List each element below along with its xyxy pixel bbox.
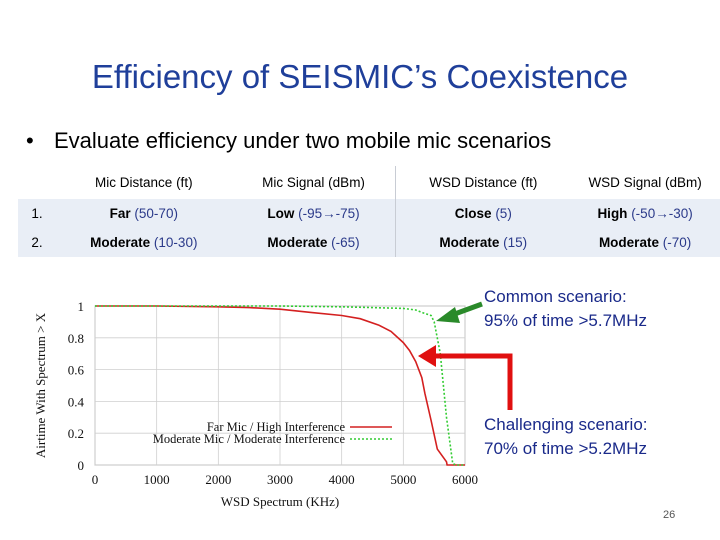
y-axis-label: Airtime With Spectrum > X: [33, 312, 48, 459]
x-tick-label: 2000: [205, 472, 232, 487]
common-scenario-note: [484, 285, 647, 333]
x-tick-label: 3000: [267, 472, 293, 487]
header-cell: Mic Signal (dBm): [262, 175, 365, 190]
x-tick-label: 0: [91, 472, 99, 487]
header-cell: WSD Distance (ft): [396, 166, 570, 199]
table-cell: Moderate (15): [396, 228, 570, 257]
x-tick-label: 4000: [328, 472, 355, 487]
x-tick-label: 5000: [390, 472, 417, 487]
common-scenario-line: 95% of time >5.7MHz: [484, 311, 647, 330]
y-tick-label: 1: [77, 299, 84, 314]
common-scenario-line: Common scenario:: [484, 287, 627, 306]
bullet-dot-icon: •: [26, 128, 34, 153]
table-cell: High (-50→-30): [570, 199, 720, 228]
table-cell: Moderate (-65): [232, 228, 396, 257]
challenging-scenario-line: Challenging scenario:: [484, 415, 648, 434]
x-axis-label: WSD Spectrum (KHz): [220, 494, 340, 509]
header-cell: Mic Distance (ft): [95, 175, 193, 190]
y-tick-label: 0.6: [67, 362, 84, 378]
challenging-scenario-line: 70% of time >5.2MHz: [484, 439, 647, 458]
x-tick-label: 1000: [143, 472, 170, 487]
challenging-scenario-note: [484, 413, 648, 461]
legend-label: Moderate Mic / Moderate Interference: [152, 432, 345, 446]
table-cell: Far (50-70): [56, 199, 232, 228]
slide-title: Efficiency of SEISMIC’s Coexistence: [91, 58, 629, 95]
right-arrow-icon: →: [655, 206, 669, 221]
legend-label: Far Mic / High Interference: [206, 420, 345, 434]
row-index: 2.: [18, 228, 56, 257]
table-cell: Moderate (10-30): [56, 228, 232, 257]
y-tick-label: 0.4: [67, 394, 84, 410]
bullet-text: Evaluate efficiency under two mobile mic scenarios: [54, 128, 552, 153]
table-cell: Moderate (-70): [570, 228, 720, 257]
y-tick-label: 0.8: [67, 330, 84, 346]
table-cell: Low (-95→-75): [232, 199, 396, 228]
row-index: 1.: [18, 199, 56, 228]
y-tick-label: 0.2: [67, 426, 84, 442]
table-cell: Close (5): [396, 199, 570, 228]
y-tick-label: 0: [77, 458, 84, 473]
x-tick-label: 6000: [452, 472, 478, 487]
page-number: 26: [663, 509, 676, 521]
right-arrow-icon: →: [322, 206, 336, 221]
header-cell: WSD Signal (dBm): [588, 175, 702, 190]
